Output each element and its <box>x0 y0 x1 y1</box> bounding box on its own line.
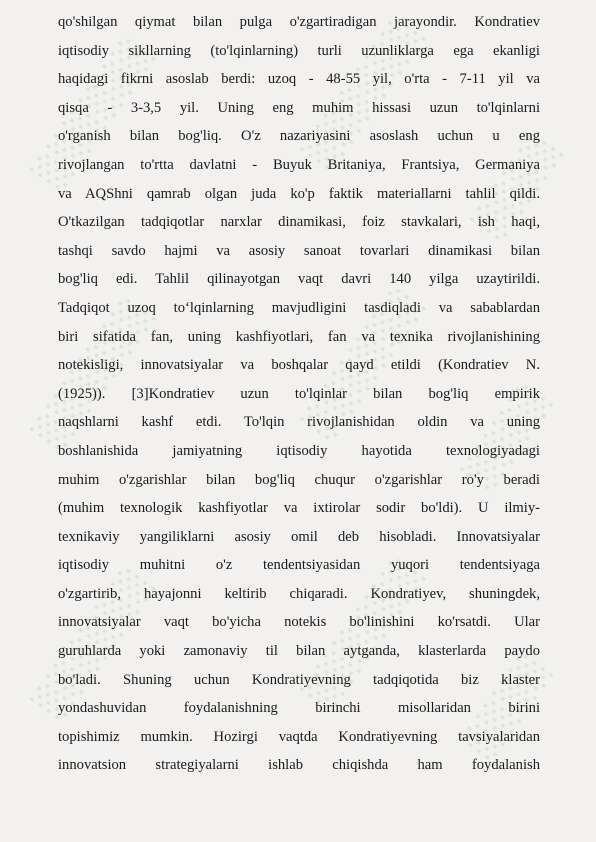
watermark-stamp: ░░░░░░ <box>300 11 430 173</box>
text-line: topishimiz mumkin. Hozirgi vaqtda Kondratiyevning tavsiyalaridan <box>58 728 540 745</box>
watermark-stamp: ░░░░░░ <box>30 291 160 453</box>
watermark-stamp: ░░░░░░ <box>30 561 160 723</box>
text-line: texnikaviy yangiliklarni asosiy omil deb hisobladi. Innovatsiyalar <box>58 528 540 545</box>
text-line: (1925)). [3]Kondratiev uzun to'lqinlar bilan bog'liq empirik <box>58 385 540 402</box>
text-line: innovatsion strategiyalarni ishlab chiqishda ham foydalanish <box>58 757 540 774</box>
watermark-stamp: ░░░░░░ <box>300 551 430 713</box>
text-line: tashqi savdo hajmi va asosiy sanoat tovarlari dinamikasi bilan <box>58 242 540 259</box>
text-line: guruhlarda yoki zamonaviy til bilan aytganda, klasterlarda paydo <box>58 643 540 660</box>
text-line: biri sifatida fan, uning kashfiyotlari, fan va texnika rivojlanishining <box>58 328 540 345</box>
text-line: o'rganish bilan bog'liq. O'z nazariyasini asoslash uchun u eng <box>58 128 540 145</box>
watermark-stamp: ░░░░ <box>460 647 558 763</box>
watermark-stamp: ░░░░ <box>460 377 558 493</box>
text-line: va AQShni qamrab olgan juda ko'p faktik materiallarni tahlil qildi. <box>58 185 540 202</box>
watermark-stamp: ░░░░ <box>470 127 568 243</box>
text-line: qisqa - 3-3,5 yil. Uning eng muhim hissasi uzun to'lqinlarni <box>58 99 540 116</box>
text-line: rivojlangan to'rtta davlatni - Buyuk Britaniya, Frantsiya, Germaniya <box>58 156 540 173</box>
text-line: innovatsiyalar vaqt bo'yicha notekis bo'linishini ko'rsatdi. Ular <box>58 614 540 631</box>
text-line: O'tkazilgan tadqiqotlar narxlar dinamikasi, foiz stavkalari, ish haqi, <box>58 214 540 231</box>
body-paragraph <box>58 8 540 780</box>
text-line: qo'shilgan qiymat bilan pulga o'zgartiradigan jarayondir. Kondratiev <box>58 14 540 30</box>
text-line: Tadqiqot uzoq to‘lqinlarning mavjudligini tasdiqladi va sabablardan <box>58 299 540 316</box>
text-line: bog'liq edi. Tahlil qilinayotgan vaqt davri 140 yilga uzaytirildi. <box>58 271 540 288</box>
text-line: naqshlarni kashf etdi. To'lqin rivojlanishidan oldin va uning <box>58 414 540 431</box>
text-line: iqtisodiy muhitni o'z tendentsiyasidan yuqori tendentsiyaga <box>58 557 540 574</box>
text-line: iqtisodiy sikllarning (to'lqinlarning) turli uzunliklarga ega ekanligi <box>58 42 540 59</box>
text-line: (muhim texnologik kashfiyotlar va ixtirolar sodir bo'ldi). U ilmiy- <box>58 500 540 517</box>
text-line: notekisligi, innovatsiyalar va boshqalar qayd etildi (Kondratiev N. <box>58 357 540 374</box>
text-line: yondashuvidan foydalanishning birinchi misollaridan birini <box>58 700 540 717</box>
watermark-stamp: ░░░░░░ <box>300 281 430 443</box>
text-line: o'zgartirib, hayajonni keltirib chiqaradi. Kondratiyev, shuningdek, <box>58 585 540 602</box>
text-line: bo'ladi. Shuning uchun Kondratiyevning tadqiqotida biz klaster <box>58 671 540 688</box>
text-line: muhim o'zgarishlar bilan bog'liq chuqur o'zgarishlar ro'y beradi <box>58 471 540 488</box>
text-line: haqidagi fikrni asoslab berdi: uzoq - 48-55 yil, o'rta - 7-11 yil va <box>58 71 540 88</box>
text-line: boshlanishida jamiyatning iqtisodiy hayotida texnologiyadagi <box>58 442 540 459</box>
watermark-stamp: ░░░░░░ <box>30 31 160 193</box>
